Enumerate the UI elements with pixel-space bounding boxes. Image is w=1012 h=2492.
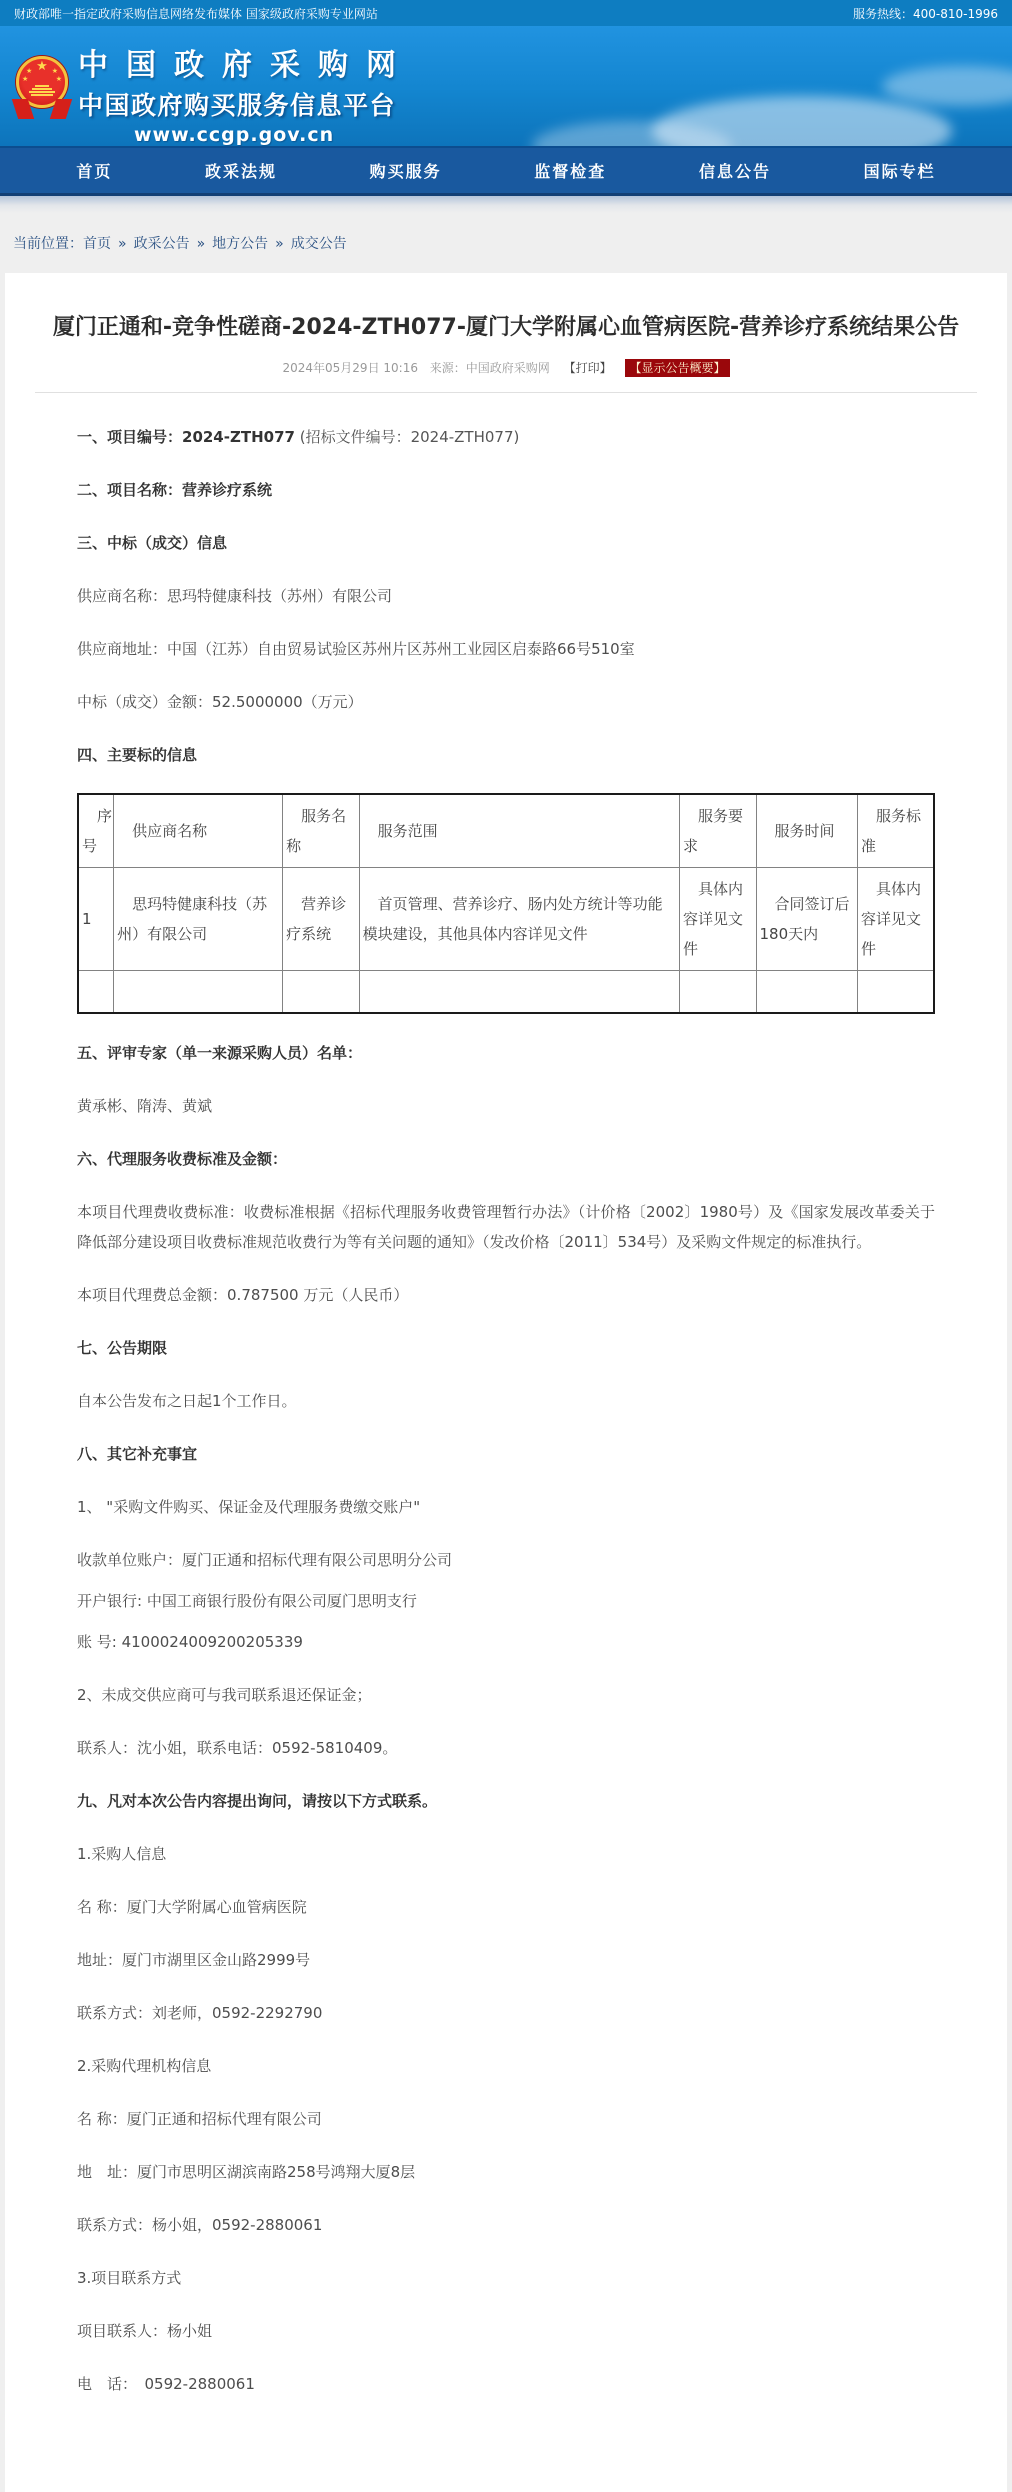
table-cell xyxy=(78,971,114,1013)
emblem-star-icon: ★ xyxy=(22,75,29,83)
table-cell xyxy=(679,971,756,1013)
table-row xyxy=(78,868,934,971)
paragraph: 2.采购代理机构信息 xyxy=(77,2056,212,2075)
table-header-cell: 供应商名称 xyxy=(114,794,283,868)
table-cell xyxy=(359,971,679,1013)
section-heading-text: 六、代理服务收费标准及金额： xyxy=(77,1149,288,1168)
section-heading xyxy=(77,740,935,770)
table-row xyxy=(78,971,934,1013)
table-header-cell: 服务范围 xyxy=(359,794,679,868)
paragraph: 电 话： 0592-2880061 xyxy=(77,2374,255,2393)
breadcrumb-separator: » xyxy=(196,236,206,252)
paragraph: 地址：厦门市湖里区金山路2999号 xyxy=(77,1950,311,1969)
emblem-gate-icon xyxy=(29,84,55,98)
table-header-cell: 服务时间 xyxy=(756,794,857,868)
page-title: 厦门正通和-竞争性磋商-2024-ZTH077-厦门大学附属心血管病医院-营养诊疗系统结果公告 xyxy=(52,315,960,340)
site-banner xyxy=(0,26,1012,146)
table-cell xyxy=(114,971,283,1013)
section-heading-text: 一、项目编号：2024-ZTH077 xyxy=(77,428,295,446)
table-cell: 思玛特健康科技（苏州）有限公司 xyxy=(114,868,283,971)
paragraph: 1、 "采购文件购买、保证金及代理服务费缴交账户" xyxy=(77,1497,421,1516)
paragraph: 中标（成交）金额：52.5000000（万元） xyxy=(77,693,363,711)
paragraph: 2、未成交供应商可与我司联系退还保证金； xyxy=(77,1685,372,1704)
paragraph: 地 址：厦门市思明区湖滨南路258号鸿翔大厦8层 xyxy=(77,2162,416,2181)
article-source: 来源：中国政府采购网 xyxy=(429,361,550,375)
nav-item-1[interactable]: 政采法规 xyxy=(204,162,277,181)
table-header-cell: 服务名称 xyxy=(283,794,360,868)
section-heading xyxy=(77,422,935,452)
breadcrumb-link-0[interactable]: 首页 xyxy=(83,236,111,252)
table-header-cell: 服务标准 xyxy=(857,794,934,868)
paragraph: 本项目代理费收费标准：收费标准根据《招标代理服务收费管理暂行办法》（计价格〔2002〕1980号）及《国家发展改革委关于降低部分建设项目收费标准规范收费行为等有关问题的通知》（发改价格〔2011〕534号）及采购文件规定的标准执行。 xyxy=(77,1202,935,1251)
section-heading-text: 二、项目名称：营养诊疗系统 xyxy=(77,481,273,499)
table-cell: 首页管理、营养诊疗、肠内处方统计等功能模块建设，其他具体内容详见文件 xyxy=(359,868,679,971)
breadcrumb-separator: » xyxy=(118,236,127,252)
breadcrumb-separator: » xyxy=(275,236,284,252)
section-heading xyxy=(77,1144,935,1174)
site-subtitle: 中国政府购买服务信息平台 xyxy=(78,91,397,120)
topbar xyxy=(0,0,1012,26)
article-body xyxy=(5,393,1007,2452)
print-button[interactable]: 【打印】 xyxy=(563,361,612,375)
paragraph: 开户银行: 中国工商银行股份有限公司厦门思明支行 xyxy=(77,1591,417,1610)
paragraph: 账 号: 4100024009200205339 xyxy=(77,1632,303,1651)
table-cell xyxy=(857,971,934,1013)
breadcrumb-label: 当前位置： xyxy=(13,236,83,252)
nav-item-2[interactable]: 购买服务 xyxy=(369,162,442,181)
section-heading xyxy=(77,1333,935,1363)
topbar-slogan: 财政部唯一指定政府采购信息网络发布媒体 国家级政府采购专业网站 xyxy=(14,6,378,21)
table-header-cell: 服务要求 xyxy=(679,794,756,868)
cloud-decoration xyxy=(882,66,1012,106)
breadcrumb-items xyxy=(83,236,347,252)
paragraph: 收款单位账户：厦门正通和招标代理有限公司思明分公司 xyxy=(77,1550,453,1569)
table-cell: 营养诊疗系统 xyxy=(283,868,360,971)
paragraph: 本项目代理费总金额：0.787500 万元（人民币） xyxy=(77,1285,409,1304)
breadcrumb-link-2[interactable]: 地方公告 xyxy=(212,236,269,252)
section-heading-text: 八、其它补充事宜 xyxy=(77,1444,198,1463)
table-header-cell: 序号 xyxy=(78,794,114,868)
main-bid-table xyxy=(77,793,935,1014)
table-cell: 具体内容详见文件 xyxy=(679,868,756,971)
table-cell xyxy=(283,971,360,1013)
emblem-star-icon: ★ xyxy=(26,67,33,75)
breadcrumb xyxy=(0,213,1012,273)
table-cell: 1 xyxy=(78,868,114,971)
main-nav xyxy=(0,146,1012,196)
banner-text xyxy=(78,40,414,146)
section-heading-text: 三、中标（成交）信息 xyxy=(77,534,228,552)
nav-item-3[interactable]: 监督检查 xyxy=(534,162,607,181)
paragraph: 1.采购人信息 xyxy=(77,1844,167,1863)
site-name: 中国政府采购网 xyxy=(78,48,414,83)
section-heading xyxy=(77,1786,935,1816)
paragraph: 供应商地址：中国（江苏）自由贸易试验区苏州片区苏州工业园区启泰路66号510室 xyxy=(77,640,635,658)
paragraph: 3.项目联系方式 xyxy=(77,2268,182,2287)
paragraph: 名 称：厦门大学附属心血管病医院 xyxy=(77,1897,307,1916)
paragraph: 名 称：厦门正通和招标代理有限公司 xyxy=(77,2109,322,2128)
table-cell: 具体内容详见文件 xyxy=(857,868,934,971)
paragraph: 联系人：沈小姐，联系电话：0592-5810409。 xyxy=(77,1738,398,1757)
site-url: www.ccgp.gov.cn xyxy=(134,124,335,146)
section-heading xyxy=(77,1038,935,1068)
section-heading xyxy=(77,475,935,505)
paragraph: 项目联系人：杨小姐 xyxy=(77,2321,213,2340)
section-heading xyxy=(77,1439,935,1469)
nav-item-5[interactable]: 国际专栏 xyxy=(863,162,936,181)
section-heading-text: 九、凡对本次公告内容提出询问，请按以下方式联系。 xyxy=(77,1791,438,1810)
emblem-star-icon: ★ xyxy=(36,59,48,74)
content-card xyxy=(5,273,1007,2492)
emblem-star-icon: ★ xyxy=(51,67,58,75)
paragraph: 黄承彬、隋涛、黄斌 xyxy=(77,1096,213,1115)
service-hotline: 服务热线：400-810-1996 xyxy=(852,6,998,21)
paragraph: 自本公告发布之日起1个工作日。 xyxy=(77,1391,297,1410)
section-heading xyxy=(77,528,935,558)
nav-item-0[interactable]: 首页 xyxy=(76,162,113,181)
table-cell: 合同签订后180天内 xyxy=(756,868,857,971)
section-heading-note: (招标文件编号：2024-ZTH077) xyxy=(294,428,520,446)
article-meta xyxy=(5,359,1007,376)
paragraph: 供应商名称：思玛特健康科技（苏州）有限公司 xyxy=(77,587,393,605)
summary-toggle-button[interactable]: 【显示公告概要】 xyxy=(625,359,729,377)
paragraph: 联系方式：刘老师，0592-2292790 xyxy=(77,2003,323,2022)
publish-datetime: 2024年05月29日 10:16 xyxy=(282,361,418,375)
table-cell xyxy=(756,971,857,1013)
breadcrumb-link-3[interactable]: 成交公告 xyxy=(290,236,347,252)
paragraph: 联系方式：杨小姐，0592-2880061 xyxy=(77,2215,323,2234)
section-heading-text: 四、主要标的信息 xyxy=(77,746,198,764)
breadcrumb-link-1[interactable]: 政采公告 xyxy=(133,236,190,252)
section-heading-text: 七、公告期限 xyxy=(77,1338,168,1357)
nav-item-4[interactable]: 信息公告 xyxy=(698,162,771,181)
emblem-star-icon: ★ xyxy=(55,75,62,83)
nav-fade-strip xyxy=(0,196,1012,213)
national-emblem-logo xyxy=(16,56,68,108)
section-heading-text: 五、评审专家（单一来源采购人员）名单： xyxy=(77,1043,363,1062)
